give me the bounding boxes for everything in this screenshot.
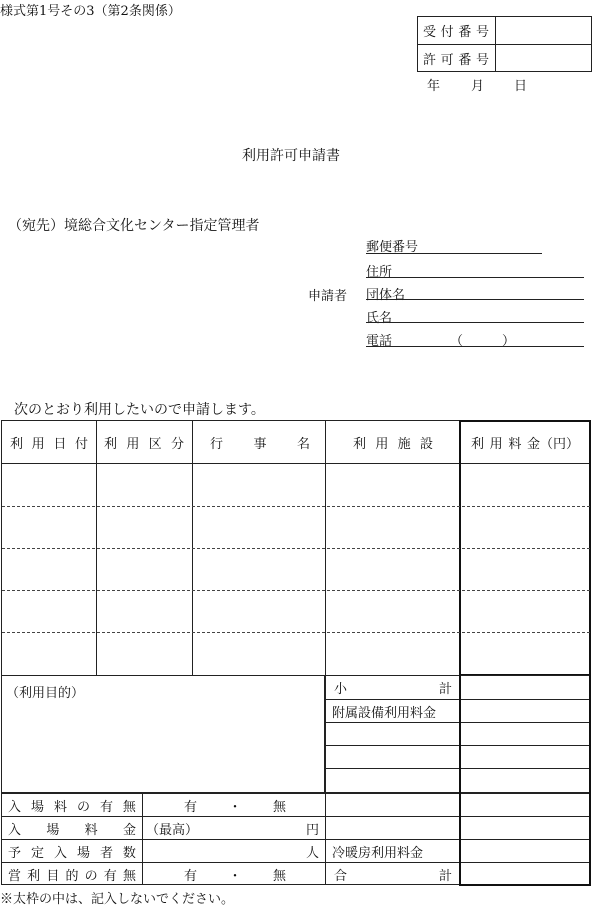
yen-unit: 円 [306, 822, 320, 838]
header-event-name: 行 事 名 [210, 436, 310, 452]
table-row[interactable] [2, 464, 458, 506]
admission-fee-field[interactable] [210, 817, 306, 839]
equipment-fee-label: 附属設備利用料金 [332, 705, 437, 721]
date-year-label: 年 [427, 79, 441, 94]
address-field[interactable] [366, 277, 584, 278]
table-row[interactable] [2, 507, 458, 548]
person-unit: 人 [306, 845, 320, 861]
name-label: 氏名 [366, 311, 393, 326]
header-usage-fee: 利 用 料 金（円） [471, 436, 579, 452]
permit-number-label: 許 可 番 号 [423, 53, 489, 68]
address-label: 住所 [366, 265, 393, 280]
table-row[interactable] [2, 633, 458, 674]
profit-purpose-choice[interactable]: 有 ・ 無 [184, 868, 286, 884]
header-usage-category: 利 用 区 分 [104, 436, 184, 452]
group-name-field[interactable] [366, 299, 584, 300]
heating-fee-label: 冷暖房利用料金 [332, 845, 424, 861]
postal-code-label: 郵便番号 [366, 240, 419, 255]
addressee: （宛先）境総合文化センター指定管理者 [8, 218, 260, 234]
purpose-field[interactable] [2, 700, 324, 790]
admission-fee-label: 入 場 料 金 [8, 822, 136, 838]
header-usage-date: 利 用 日 付 [10, 436, 88, 452]
permit-number-field[interactable] [496, 45, 591, 72]
subtotal-label: 小 計 [334, 682, 452, 697]
date-month-label: 月 [471, 79, 485, 94]
total-label: 合 計 [334, 868, 452, 884]
phone-label: 電話 [366, 334, 393, 349]
form-number: 様式第1号その3（第2条関係） [0, 4, 181, 19]
purpose-label: （利用目的） [6, 686, 85, 701]
expected-attendance-label: 予 定 入 場 者 数 [8, 845, 136, 861]
date-day-label: 日 [514, 79, 528, 94]
expected-attendance-field[interactable] [146, 840, 306, 862]
group-name-label: 団体名 [366, 288, 406, 303]
admission-fee-presence-label: 入 場 料 の 有 無 [8, 799, 136, 815]
applicant-heading: 申請者 [308, 289, 348, 304]
footnote: ※太枠の中は、記入しないでください。 [0, 892, 235, 907]
postal-code-field[interactable] [366, 253, 542, 254]
header-facility: 利 用 施 設 [353, 436, 433, 452]
receipt-number-label: 受 付 番 号 [423, 25, 489, 40]
max-fee-label: （最高） [146, 822, 199, 838]
table-row[interactable] [2, 549, 458, 590]
name-field[interactable] [366, 322, 584, 323]
profit-purpose-label: 営 利 目 的 の 有 無 [8, 868, 136, 884]
admission-fee-choice[interactable]: 有 ・ 無 [184, 799, 286, 815]
phone-field[interactable] [366, 346, 584, 347]
receipt-number-field[interactable] [496, 17, 591, 44]
office-use-fee-frame-lower [459, 675, 591, 886]
table-row[interactable] [2, 591, 458, 632]
phone-parentheses: （ ） [450, 334, 516, 349]
document-title: 利用許可申請書 [242, 148, 340, 164]
intro-text: 次のとおり利用したいので申請します。 [14, 402, 265, 418]
